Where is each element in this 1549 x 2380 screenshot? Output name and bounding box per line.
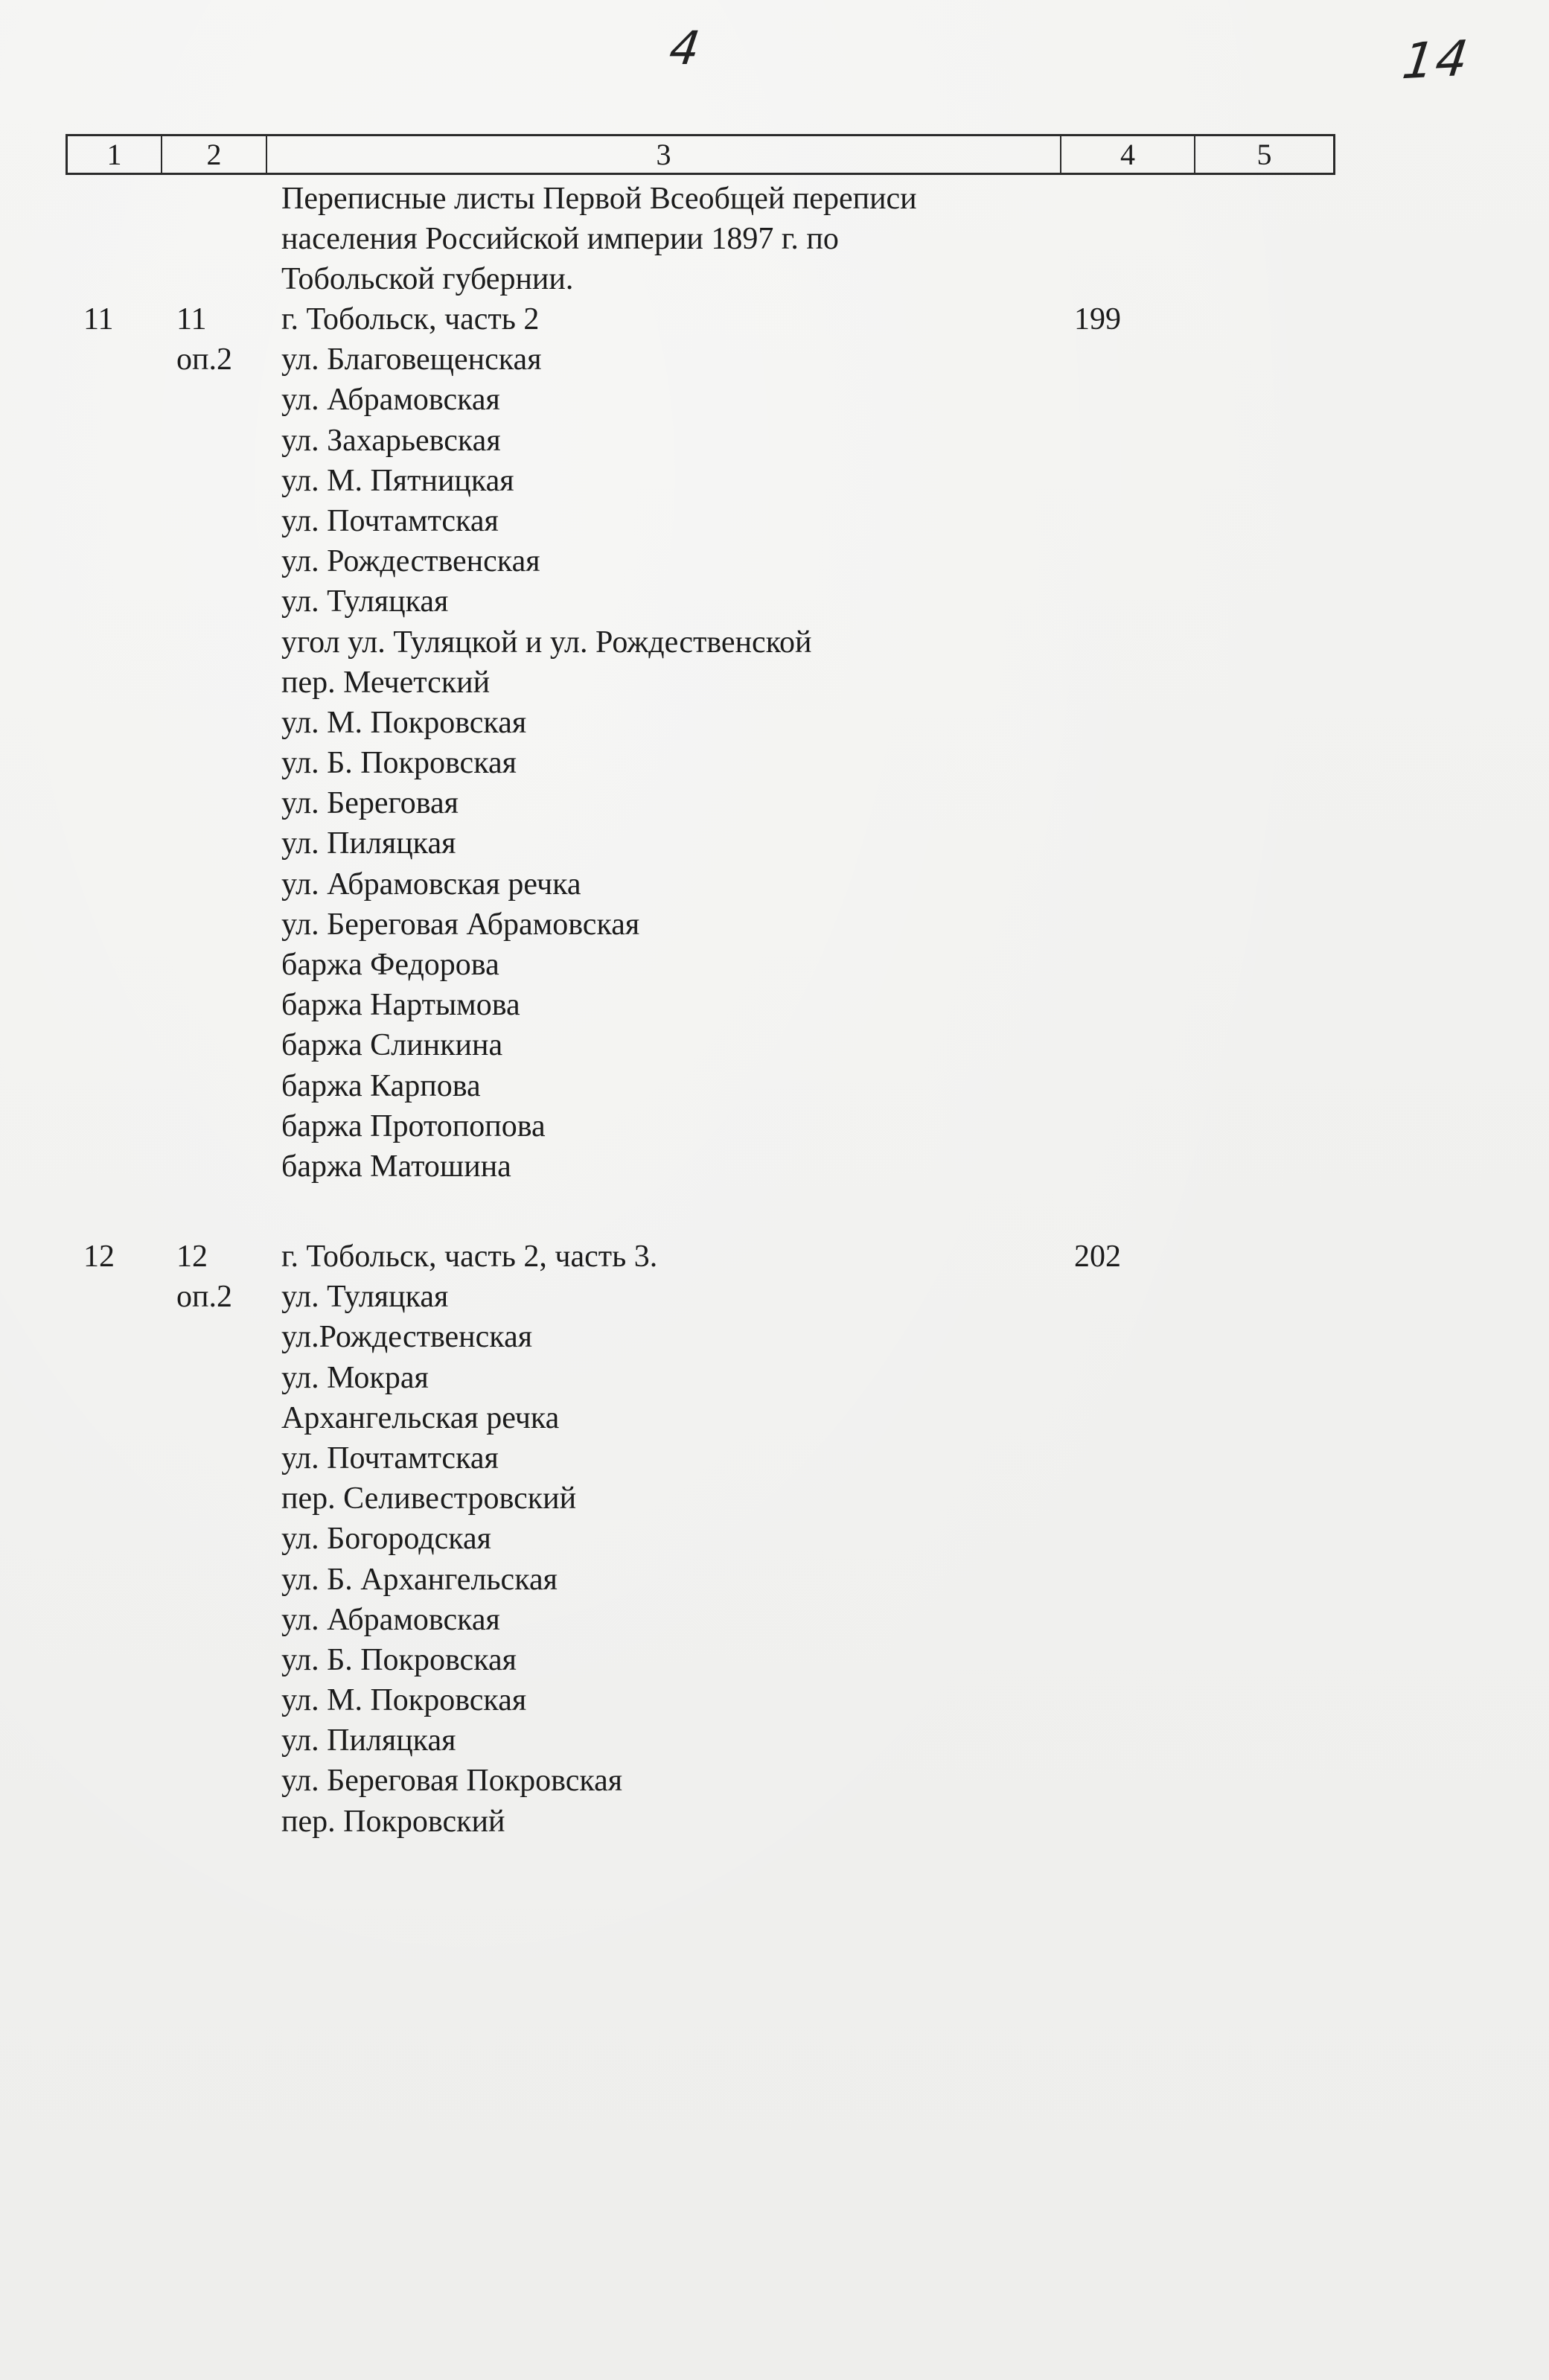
- entry-line: баржа Слинкина: [281, 1028, 503, 1063]
- entry-line: ул. М. Пятницкая: [281, 463, 514, 498]
- entry-line: пер. Мечетский: [281, 665, 491, 700]
- entry-line: ул. Пиляцкая: [281, 1723, 456, 1758]
- entry-line: ул. Абрамовская: [281, 1602, 500, 1637]
- entry-line: ул. Береговая Абрамовская: [281, 907, 640, 942]
- handwritten-page-number: 4: [665, 21, 705, 75]
- entry-contents: [281, 299, 1055, 1187]
- entry-contents: [281, 1237, 1055, 1842]
- header-col-3: 3: [267, 136, 1061, 173]
- entry-number: 11: [83, 302, 114, 336]
- entry-line: пер. Покровский: [281, 1804, 505, 1839]
- entry-line: ул.Рождественская: [281, 1320, 533, 1355]
- entry-line: ул. Благовещенская: [281, 342, 542, 377]
- inventory-ref: оп.2: [176, 342, 232, 377]
- entry-line: пер. Селивестровский: [281, 1481, 577, 1516]
- entry-line: баржа Федорова: [281, 948, 499, 982]
- entry-line: баржа Нартымова: [281, 988, 520, 1023]
- entry-sheet-count: 202: [1074, 1240, 1121, 1274]
- inventory-ref: оп.2: [176, 1280, 232, 1315]
- entry-line: баржа Карпова: [281, 1068, 481, 1103]
- entry-line: ул. Рождественская: [281, 544, 540, 579]
- entry-file-ref: [176, 1237, 266, 1317]
- entry-line: ул. М. Покровская: [281, 705, 527, 740]
- entry-sheet-count: 199: [1074, 302, 1121, 336]
- entry-line: ул. Пиляцкая: [281, 826, 456, 861]
- handwritten-folio-number: 14: [1399, 29, 1473, 91]
- intro-line: Тобольской губернии.: [281, 262, 574, 297]
- entry-line: ул. Богородская: [281, 1522, 491, 1557]
- intro-line: Переписные листы Первой Всеобщей переписи: [281, 182, 917, 216]
- entry-line: ул. Захарьевская: [281, 423, 501, 458]
- header-col-2: 2: [162, 136, 267, 173]
- entry-line: ул. Туляцкая: [281, 584, 449, 619]
- header-col-4: 4: [1061, 136, 1195, 173]
- file-number: 12: [176, 1240, 208, 1274]
- entry-line: Архангельская речка: [281, 1400, 560, 1435]
- entry-line: ул. М. Покровская: [281, 1683, 527, 1718]
- entry-line: ул. Туляцкая: [281, 1280, 449, 1315]
- entry-line: г. Тобольск, часть 2: [281, 302, 540, 336]
- entry-line: ул. Береговая Покровская: [281, 1764, 623, 1799]
- header-col-1: 1: [68, 136, 162, 173]
- entry-line: угол ул. Туляцкой и ул. Рождественской: [281, 625, 812, 660]
- entry-line: ул. Б. Покровская: [281, 746, 517, 781]
- entry-file-ref: [176, 299, 266, 380]
- entry-line: ул. Мокрая: [281, 1360, 429, 1395]
- entry-line: ул. Абрамовская: [281, 383, 500, 418]
- entry-line: баржа Протопопова: [281, 1108, 546, 1143]
- entry-line: ул. Б. Архангельская: [281, 1562, 558, 1597]
- file-number: 11: [176, 302, 207, 336]
- intro-line: населения Российской империи 1897 г. по: [281, 222, 839, 257]
- table-header-row: [66, 134, 1335, 175]
- entry-line: ул. Почтамтская: [281, 1441, 499, 1475]
- entry-line: ул. Почтамтская: [281, 503, 499, 538]
- entry-number: 12: [83, 1240, 115, 1274]
- entry-line: ул. Абрамовская речка: [281, 867, 581, 902]
- entry-line: ул. Береговая: [281, 786, 459, 821]
- entry-line: г. Тобольск, часть 2, часть 3.: [281, 1240, 658, 1274]
- header-col-5: 5: [1256, 137, 1272, 171]
- entry-line: баржа Матошина: [281, 1149, 511, 1184]
- entry-line: ул. Б. Покровская: [281, 1642, 517, 1677]
- section-intro: [281, 179, 1055, 300]
